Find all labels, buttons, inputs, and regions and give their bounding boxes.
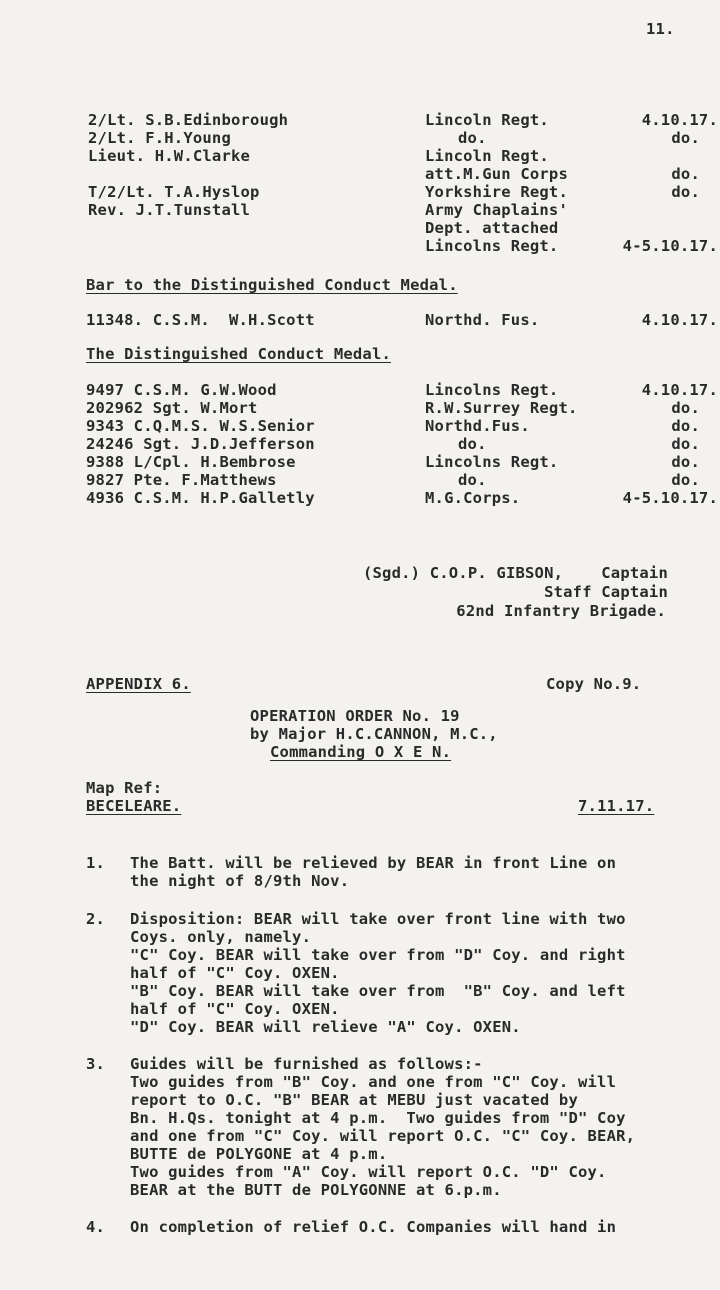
paragraph-line: On completion of relief O.C. Companies will hand in <box>130 1218 617 1236</box>
map-ref-label: Map Ref: <box>86 779 163 797</box>
paragraph-line: half of "C" Coy. OXEN. <box>130 1000 340 1018</box>
order-command: Commanding O X E N. <box>270 743 452 761</box>
paragraph-line: the night of 8/9th Nov. <box>130 872 350 890</box>
award-name: 9827 Pte. F.Matthews <box>86 471 277 489</box>
paragraph-line: The Batt. will be relieved by BEAR in front Line on <box>130 854 617 872</box>
award-name: T/2/Lt. T.A.Hyslop <box>88 183 260 201</box>
paragraph-line: report to O.C. "B" BEAR at MEBU just vacated by <box>130 1091 578 1109</box>
award-date: 4.10.17. <box>641 311 718 329</box>
signature-line: (Sgd.) C.O.P. GIBSON, Captain <box>362 564 668 582</box>
award-date: 4-5.10.17. <box>622 489 718 507</box>
award-name: 9388 L/Cpl. H.Bembrose <box>86 453 296 471</box>
award-unit: Lincolns Regt. <box>425 237 559 255</box>
paragraph-line: "D" Coy. BEAR will relieve "A" Coy. OXEN. <box>130 1018 521 1036</box>
award-name: 9497 C.S.M. G.W.Wood <box>86 381 277 399</box>
award-unit: Lincolns Regt. <box>425 381 559 399</box>
appendix-label: APPENDIX 6. <box>86 675 191 693</box>
order-title: OPERATION ORDER No. 19 <box>250 707 460 725</box>
order-author: by Major H.C.CANNON, M.C., <box>250 725 498 743</box>
award-name: 2/Lt. S.B.Edinborough <box>88 111 289 129</box>
paragraph-line: BUTTE de POLYGONE at 4 p.m. <box>130 1145 388 1163</box>
award-unit: do. <box>458 471 487 489</box>
award-unit: M.G.Corps. <box>425 489 521 507</box>
paragraph-line: Two guides from "A" Coy. will report O.C. "D" Coy. <box>130 1163 607 1181</box>
award-unit: do. <box>458 129 487 147</box>
page-number: 11. <box>646 20 675 38</box>
award-unit: Lincoln Regt. <box>425 111 549 129</box>
paragraph-line: Coys. only, namely. <box>130 928 312 946</box>
order-date: 7.11.17. <box>578 797 655 815</box>
award-date: do. <box>671 129 700 147</box>
award-unit: do. <box>458 435 487 453</box>
signature-unit: 62nd Infantry Brigade. <box>456 602 666 620</box>
section-heading-dcm: The Distinguished Conduct Medal. <box>86 345 392 363</box>
award-unit: Dept. attached <box>425 219 559 237</box>
award-unit: R.W.Surrey Regt. <box>425 399 578 417</box>
paragraph-line: Disposition: BEAR will take over front line with two <box>130 910 626 928</box>
signature-title: Staff Captain <box>544 583 668 601</box>
award-name: 24246 Sgt. J.D.Jefferson <box>86 435 315 453</box>
award-unit: att.M.Gun Corps <box>425 165 568 183</box>
map-ref-name: BECELEARE. <box>86 797 182 815</box>
award-date: 4-5.10.17. <box>622 237 718 255</box>
award-unit: Army Chaplains' <box>425 201 568 219</box>
award-unit: Lincoln Regt. <box>425 147 549 165</box>
copy-number: Copy No.9. <box>546 675 642 693</box>
award-unit: Northd.Fus. <box>425 417 530 435</box>
award-name: 202962 Sgt. W.Mort <box>86 399 258 417</box>
paragraph-number: 3. <box>86 1055 106 1073</box>
paragraph-line: BEAR at the BUTT de POLYGONNE at 6.p.m. <box>130 1181 502 1199</box>
award-date: 4.10.17. <box>641 111 718 129</box>
award-date: do. <box>671 471 700 489</box>
paragraph-number: 1. <box>86 854 106 872</box>
award-unit: Lincolns Regt. <box>425 453 559 471</box>
award-date: do. <box>671 399 700 417</box>
award-name: Lieut. H.W.Clarke <box>88 147 251 165</box>
award-date: do. <box>671 453 700 471</box>
award-date: do. <box>671 183 700 201</box>
section-heading-bar-dcm: Bar to the Distinguished Conduct Medal. <box>86 276 458 294</box>
paragraph-line: Guides will be furnished as follows:- <box>130 1055 483 1073</box>
award-date: do. <box>671 435 700 453</box>
award-unit: Yorkshire Regt. <box>425 183 568 201</box>
paragraph-number: 4. <box>86 1218 106 1236</box>
paragraph-line: and one from "C" Coy. will report O.C. "C" Coy. BEAR, <box>130 1127 636 1145</box>
paragraph-line: Bn. H.Qs. tonight at 4 p.m. Two guides from "D" Coy <box>130 1109 626 1127</box>
award-unit: Northd. Fus. <box>425 311 540 329</box>
award-date: 4.10.17. <box>641 381 718 399</box>
award-date: do. <box>671 165 700 183</box>
paragraph-line: half of "C" Coy. OXEN. <box>130 964 340 982</box>
award-name: Rev. J.T.Tunstall <box>88 201 251 219</box>
award-name: 9343 C.Q.M.S. W.S.Senior <box>86 417 315 435</box>
paragraph-line: "B" Coy. BEAR will take over from "B" Coy. and left <box>130 982 626 1000</box>
paragraph-line: "C" Coy. BEAR will take over from "D" Coy. and right <box>130 946 626 964</box>
award-name: 4936 C.S.M. H.P.Galletly <box>86 489 315 507</box>
award-name: 11348. C.S.M. W.H.Scott <box>86 311 315 329</box>
award-name: 2/Lt. F.H.Young <box>88 129 231 147</box>
paragraph-line: Two guides from "B" Coy. and one from "C" Coy. will <box>130 1073 617 1091</box>
paragraph-number: 2. <box>86 910 106 928</box>
award-date: do. <box>671 417 700 435</box>
